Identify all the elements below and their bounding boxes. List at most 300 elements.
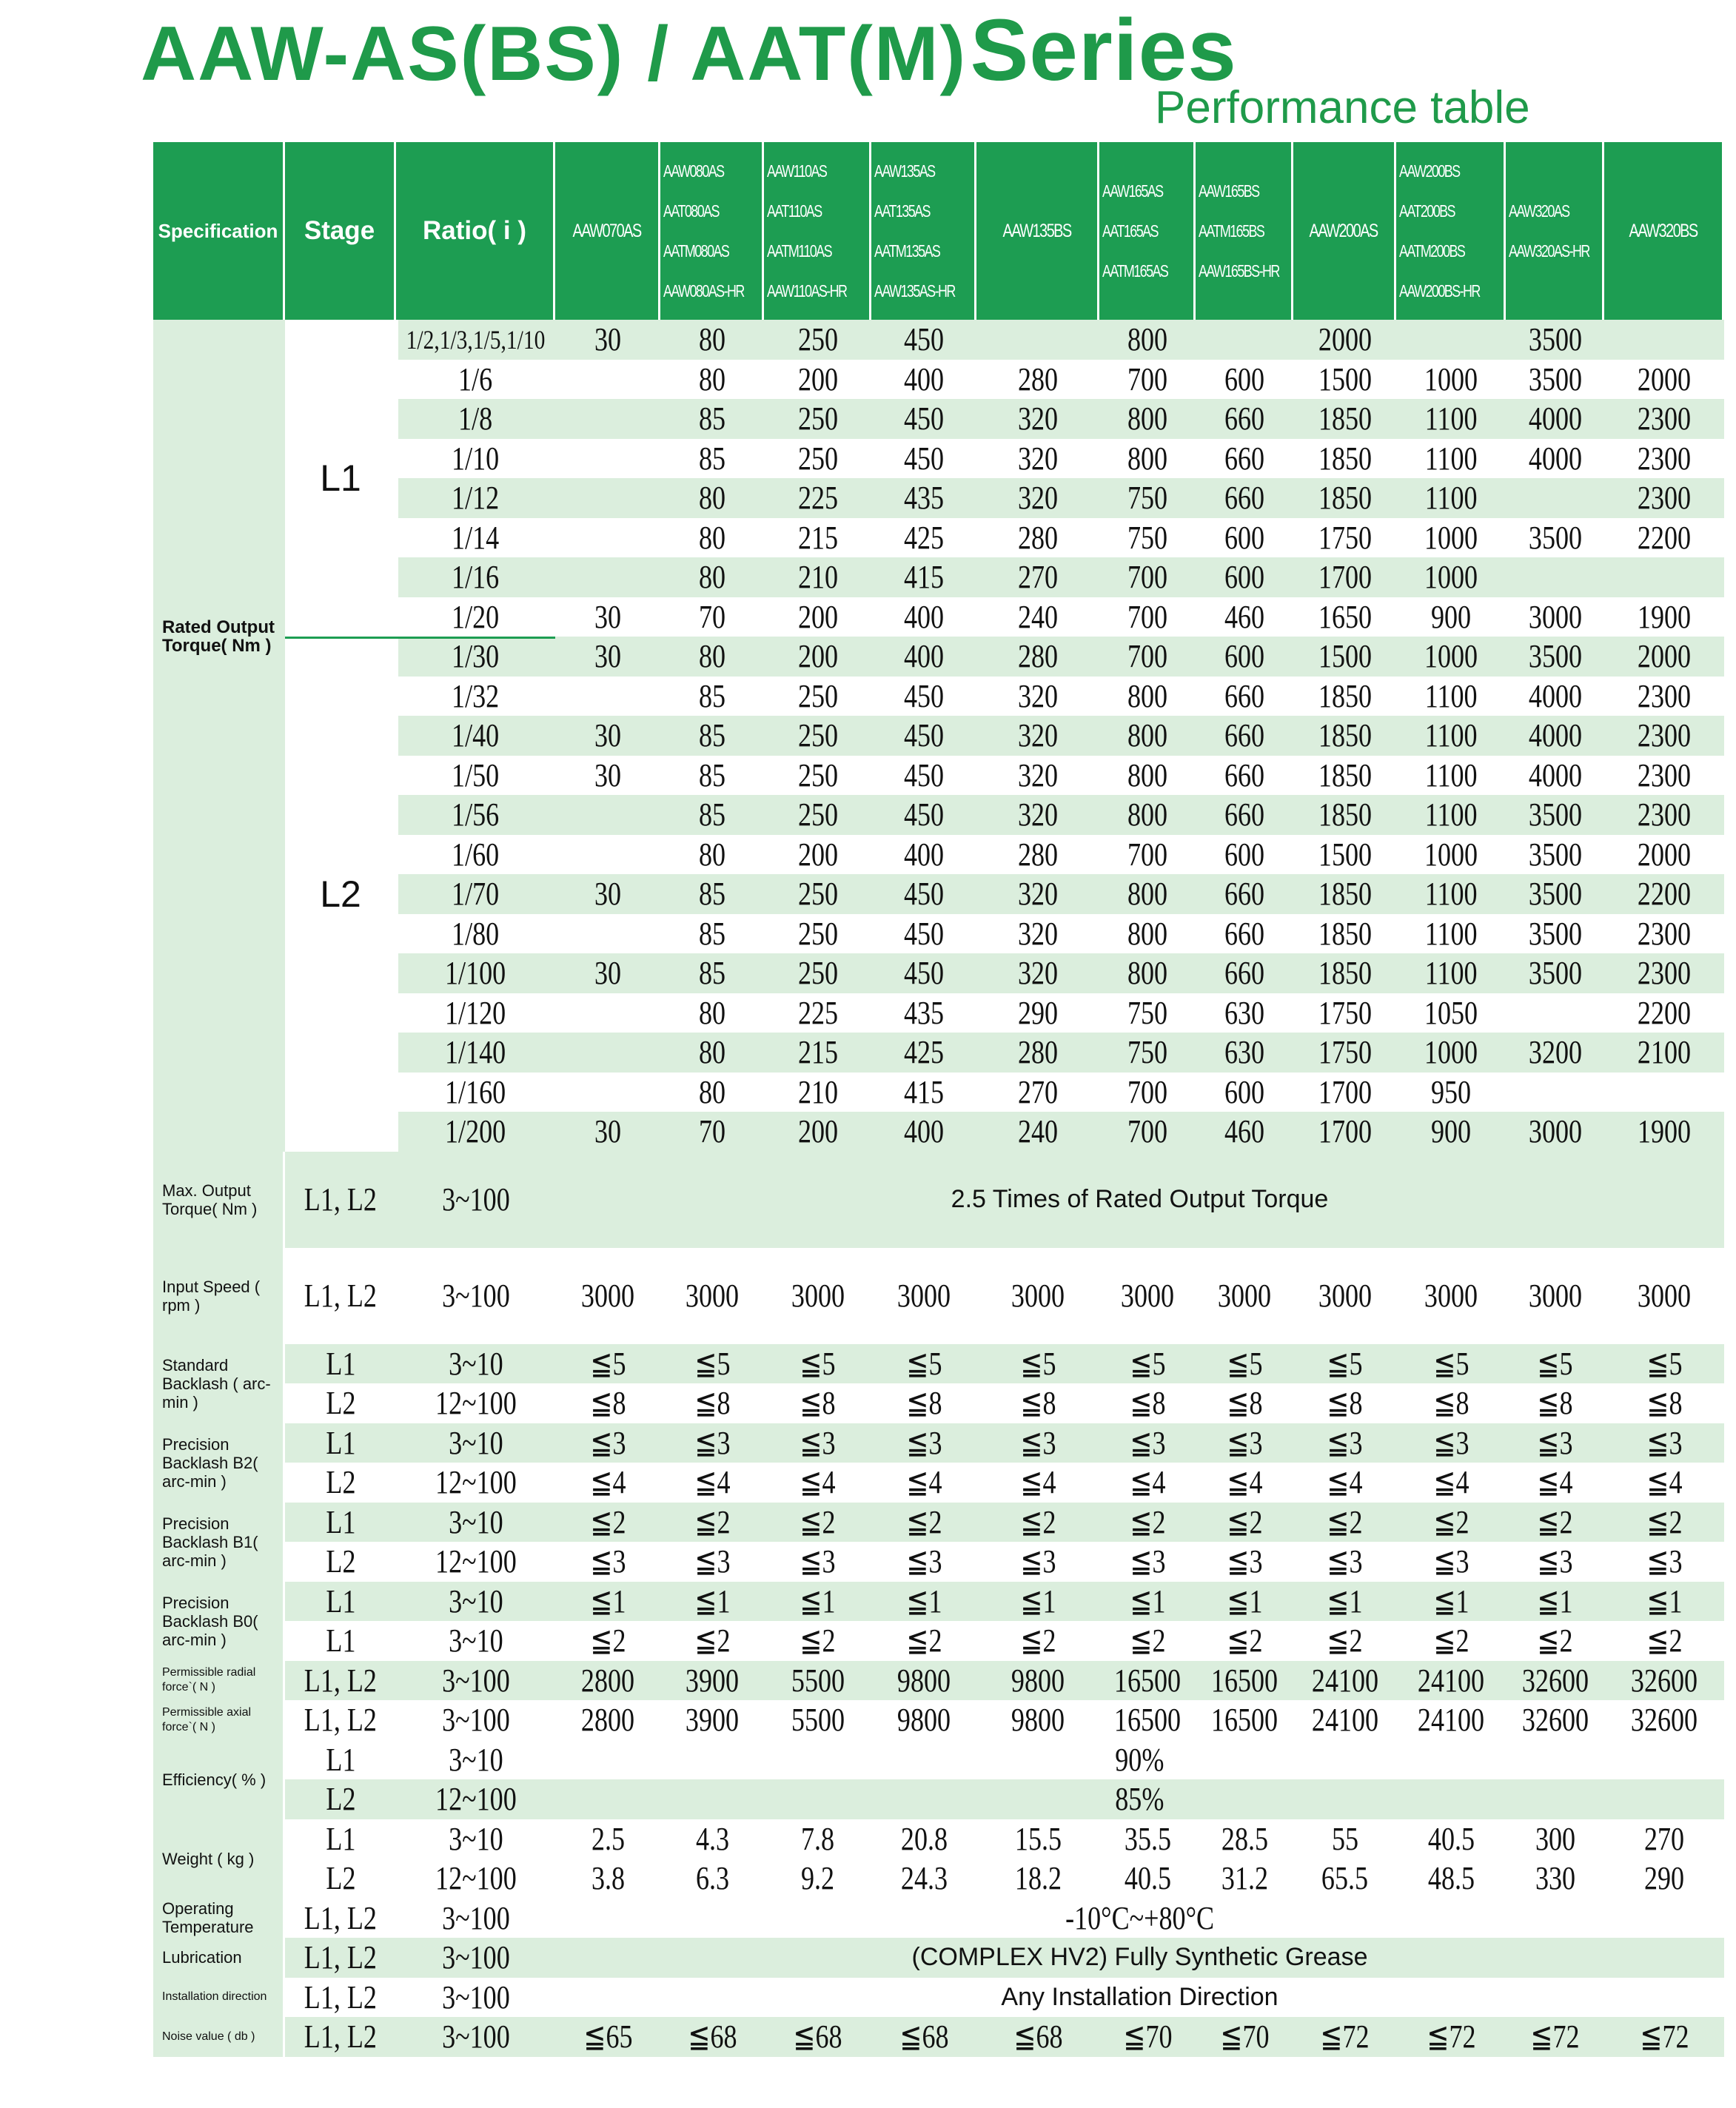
torque-cell [1396, 320, 1506, 360]
torque-cell [555, 518, 660, 558]
backlash-cell: ≦8 [1019, 1385, 1056, 1422]
ratio-cell: 12~100 [435, 1385, 517, 1422]
ratio-cell: 3~100 [441, 1899, 510, 1936]
torque-cell: 1900 [1637, 1113, 1692, 1150]
torque-cell: 400 [903, 1113, 945, 1150]
weight-cell: 15.5 [1014, 1820, 1062, 1857]
torque-cell: 2300 [1637, 915, 1692, 952]
torque-cell: 660 [1224, 677, 1265, 714]
axial-force-cell: 24100 [1417, 1702, 1485, 1739]
backlash-cell: ≦5 [905, 1345, 942, 1382]
noise-cell: ≦72 [1426, 2018, 1476, 2055]
weight-cell: 18.2 [1014, 1860, 1062, 1897]
backlash-cell: ≦4 [1537, 1464, 1573, 1501]
backlash-cell: ≦2 [589, 1622, 626, 1659]
torque-cell: 1850 [1318, 717, 1372, 754]
torque-cell: 1750 [1318, 519, 1372, 556]
torque-cell: 200 [797, 638, 838, 675]
weight-cell: 40.5 [1124, 1860, 1171, 1897]
torque-cell [1604, 557, 1724, 597]
stage-cell: L2 [325, 1464, 356, 1501]
ratio-cell: 1/60 [452, 836, 500, 873]
header-model-name: AAT080AS [663, 201, 719, 221]
efficiency-value: 85% [1115, 1781, 1164, 1818]
axial-force-cell: 5500 [791, 1702, 845, 1739]
header-model-name: AAW320AS-HR [1509, 241, 1589, 261]
ratio-cell: 1/8 [458, 400, 493, 437]
backlash-cell: ≦5 [800, 1345, 836, 1382]
torque-cell: 250 [797, 796, 838, 833]
ratio-cell: 1/200 [445, 1113, 506, 1150]
torque-cell: 1100 [1424, 876, 1478, 913]
stage-cell: L2 [325, 1860, 356, 1897]
torque-cell: 2200 [1637, 994, 1692, 1031]
torque-cell: 80 [698, 559, 726, 596]
weight-cell: 330 [1535, 1860, 1575, 1897]
torque-cell: 70 [698, 598, 726, 635]
torque-cell: 800 [1127, 915, 1168, 952]
torque-cell: 250 [797, 955, 838, 992]
torque-cell: 1100 [1424, 440, 1478, 477]
backlash-cell: ≦4 [1019, 1464, 1056, 1501]
torque-cell: 800 [1127, 717, 1168, 754]
torque-cell: 435 [903, 994, 945, 1031]
torque-cell: 700 [1127, 1113, 1168, 1150]
backlash-cell: ≦8 [1646, 1385, 1683, 1422]
backlash-cell: ≦3 [1327, 1424, 1363, 1461]
torque-cell: 250 [797, 440, 838, 477]
row-label: Precision Backlash B0( arc-min ) [153, 1582, 285, 1661]
torque-cell [1506, 478, 1604, 518]
weight-cell: 40.5 [1427, 1820, 1475, 1857]
backlash-cell: ≦5 [694, 1345, 731, 1382]
torque-cell: 1850 [1318, 915, 1372, 952]
ratio-cell: 1/10 [452, 440, 500, 477]
backlash-cell: ≦3 [589, 1543, 626, 1580]
backlash-cell: ≦3 [1226, 1543, 1263, 1580]
torque-cell: 3500 [1528, 638, 1582, 675]
radial-force-cell: 9800 [897, 1662, 951, 1699]
torque-cell: 320 [1017, 955, 1059, 992]
backlash-cell: ≦2 [1327, 1622, 1363, 1659]
torque-cell: 3000 [1528, 1113, 1582, 1150]
stage-cell: L1, L2 [304, 1181, 378, 1218]
header-stage: Stage [285, 142, 396, 320]
backlash-cell: ≦2 [694, 1503, 731, 1540]
input-speed-cell: 3000 [1318, 1278, 1372, 1314]
torque-cell: 30 [594, 638, 622, 675]
torque-cell: 3500 [1528, 321, 1582, 358]
torque-cell: 2300 [1637, 717, 1692, 754]
radial-force-cell: 2800 [580, 1662, 635, 1699]
ratio-cell: 3~10 [448, 1741, 503, 1778]
torque-cell: 1900 [1637, 598, 1692, 635]
header-model [871, 142, 976, 320]
header-model-name: AATM080AS [663, 241, 729, 261]
ratio-cell: 1/16 [452, 559, 500, 596]
torque-cell [555, 557, 660, 597]
ratio-cell: 3~10 [448, 1622, 503, 1659]
torque-cell: 1850 [1318, 876, 1372, 913]
torque-cell: 1850 [1318, 480, 1372, 517]
torque-cell: 200 [797, 360, 838, 397]
stage-cell: L1, L2 [304, 1978, 378, 2015]
torque-cell: 240 [1017, 598, 1059, 635]
backlash-cell: ≦4 [905, 1464, 942, 1501]
ratio-cell: 1/12 [452, 480, 500, 517]
torque-cell: 800 [1127, 955, 1168, 992]
torque-cell [555, 677, 660, 716]
backlash-cell: ≦2 [1537, 1503, 1573, 1540]
torque-cell: 660 [1224, 440, 1265, 477]
header-model: AAW070AS [555, 142, 660, 320]
backlash-cell: ≦5 [589, 1345, 626, 1382]
torque-cell [555, 835, 660, 875]
header-model [1099, 142, 1196, 320]
torque-cell: 250 [797, 321, 838, 358]
weight-cell: 270 [1643, 1820, 1685, 1857]
torque-cell [555, 439, 660, 479]
backlash-cell: ≦3 [800, 1543, 836, 1580]
torque-cell: 320 [1017, 915, 1059, 952]
lubrication-value: (COMPLEX HV2) Fully Synthetic Grease [911, 1943, 1368, 1972]
weight-cell: 31.2 [1221, 1860, 1268, 1897]
stage-cell: L2 [325, 1781, 356, 1818]
torque-cell: 80 [698, 519, 726, 556]
torque-cell: 700 [1127, 360, 1168, 397]
torque-cell: 1850 [1318, 400, 1372, 437]
header-model-name: AAT135AS [874, 201, 930, 221]
torque-cell: 4000 [1528, 400, 1582, 437]
torque-cell: 320 [1017, 717, 1059, 754]
noise-cell: ≦72 [1639, 2018, 1689, 2055]
backlash-cell: ≦3 [1646, 1424, 1683, 1461]
noise-cell: ≦72 [1320, 2018, 1370, 2055]
backlash-cell: ≦2 [1646, 1622, 1683, 1659]
noise-cell: ≦68 [793, 2018, 842, 2055]
backlash-cell: ≦2 [905, 1622, 942, 1659]
torque-cell: 1750 [1318, 994, 1372, 1031]
torque-cell: 3500 [1528, 955, 1582, 992]
torque-cell: 800 [1127, 321, 1168, 358]
torque-cell: 280 [1017, 638, 1059, 675]
backlash-cell: ≦8 [589, 1385, 626, 1422]
torque-cell: 660 [1224, 717, 1265, 754]
torque-cell: 80 [698, 1073, 726, 1110]
torque-cell: 630 [1224, 994, 1265, 1031]
row-label: Weight ( kg ) [153, 1819, 285, 1899]
torque-cell [555, 478, 660, 518]
torque-cell: 600 [1224, 638, 1265, 675]
ratio-cell: 12~100 [435, 1464, 517, 1501]
backlash-cell: ≦5 [1226, 1345, 1263, 1382]
torque-cell: 1700 [1318, 1073, 1372, 1110]
torque-cell: 280 [1017, 1034, 1059, 1071]
row-label: Input Speed ( rpm ) [153, 1248, 285, 1344]
header-model-name: AAT165AS [1102, 221, 1158, 241]
backlash-cell: ≦1 [1537, 1582, 1573, 1619]
torque-cell: 460 [1224, 598, 1265, 635]
row-label: Lubrication [153, 1938, 285, 1978]
torque-cell: 400 [903, 598, 945, 635]
input-speed-cell: 3000 [1528, 1278, 1582, 1314]
backlash-cell: ≦8 [1537, 1385, 1573, 1422]
torque-cell: 1850 [1318, 796, 1372, 833]
torque-cell [555, 1073, 660, 1112]
torque-cell: 30 [594, 1113, 622, 1150]
torque-cell: 80 [698, 321, 726, 358]
row-label: Max. Output Torque( Nm ) [153, 1152, 285, 1248]
backlash-cell: ≦1 [1432, 1582, 1469, 1619]
ratio-cell: 1/140 [445, 1034, 506, 1071]
torque-cell: 70 [698, 1113, 726, 1150]
torque-cell: 1050 [1424, 994, 1478, 1031]
stage-cell: L1 [325, 1820, 356, 1857]
torque-cell: 320 [1017, 677, 1059, 714]
torque-cell [555, 399, 660, 439]
input-speed-cell: 3000 [897, 1278, 951, 1314]
header-model [660, 142, 764, 320]
torque-cell: 400 [903, 638, 945, 675]
ratio-cell: 3~100 [441, 1702, 510, 1739]
title-series: Series [970, 1, 1237, 99]
backlash-cell: ≦3 [1019, 1424, 1056, 1461]
header-model-name: AAW165BS [1199, 181, 1259, 201]
ratio-cell: 3~100 [441, 1278, 510, 1314]
backlash-cell: ≦5 [1019, 1345, 1056, 1382]
torque-cell: 450 [903, 400, 945, 437]
header-model-name: AAW135AS-HR [874, 281, 955, 301]
torque-cell: 200 [797, 598, 838, 635]
backlash-cell: ≦3 [694, 1543, 731, 1580]
ratio-cell: 1/20 [452, 598, 500, 635]
torque-cell: 320 [1017, 440, 1059, 477]
backlash-cell: ≦3 [1432, 1424, 1469, 1461]
backlash-cell: ≦2 [589, 1503, 626, 1540]
stage-cell: L1, L2 [304, 1702, 378, 1739]
radial-force-cell: 9800 [1011, 1662, 1065, 1699]
torque-cell: 600 [1224, 360, 1265, 397]
header-model-name: AAW200BS-HR [1399, 281, 1480, 301]
torque-cell: 660 [1224, 796, 1265, 833]
torque-cell: 30 [594, 321, 622, 358]
torque-cell: 4000 [1528, 677, 1582, 714]
torque-cell: 320 [1017, 480, 1059, 517]
torque-cell: 3500 [1528, 836, 1582, 873]
torque-cell: 1700 [1318, 559, 1372, 596]
torque-cell: 85 [698, 796, 726, 833]
backlash-cell: ≦3 [1327, 1543, 1363, 1580]
torque-cell: 425 [903, 1034, 945, 1071]
torque-cell: 750 [1127, 994, 1168, 1031]
torque-cell: 30 [594, 876, 622, 913]
ratio-cell: 3~10 [448, 1345, 503, 1382]
stage-cell: L1, L2 [304, 1662, 378, 1699]
torque-cell: 85 [698, 717, 726, 754]
header-model-name: AATM135AS [874, 241, 940, 261]
backlash-cell: ≦3 [1537, 1424, 1573, 1461]
header-model: AAW320BS [1604, 142, 1724, 320]
torque-cell: 800 [1127, 876, 1168, 913]
weight-cell: 290 [1643, 1860, 1685, 1897]
torque-cell: 80 [698, 638, 726, 675]
header-model-name: AATM110AS [767, 241, 832, 261]
ratio-cell: 3~100 [441, 1181, 510, 1218]
torque-cell [1196, 320, 1293, 360]
backlash-cell: ≦2 [800, 1503, 836, 1540]
torque-cell [1506, 1073, 1604, 1112]
torque-cell: 3200 [1528, 1034, 1582, 1071]
torque-cell: 320 [1017, 400, 1059, 437]
noise-cell: ≦65 [583, 2018, 633, 2055]
torque-cell: 4000 [1528, 756, 1582, 793]
header-model [1196, 142, 1293, 320]
torque-cell: 320 [1017, 876, 1059, 913]
torque-cell: 280 [1017, 519, 1059, 556]
torque-cell [555, 1033, 660, 1073]
header-model: AAW135BS [976, 142, 1099, 320]
torque-cell: 85 [698, 876, 726, 913]
ratio-cell: 1/80 [452, 915, 500, 952]
backlash-cell: ≦8 [1226, 1385, 1263, 1422]
torque-cell [555, 360, 660, 400]
backlash-cell: ≦4 [1129, 1464, 1166, 1501]
torque-cell: 660 [1224, 400, 1265, 437]
torque-cell: 1000 [1424, 1034, 1478, 1071]
torque-cell: 700 [1127, 836, 1168, 873]
weight-cell: 9.2 [800, 1860, 835, 1897]
stage-l2: L2 [320, 873, 361, 915]
left-label-bg [153, 320, 287, 1152]
ratio-cell: 1/160 [445, 1073, 506, 1110]
torque-cell: 85 [698, 400, 726, 437]
noise-cell: ≦68 [1013, 2018, 1063, 2055]
torque-cell: 2100 [1637, 1034, 1692, 1071]
torque-cell: 450 [903, 876, 945, 913]
noise-cell: ≦70 [1219, 2018, 1270, 2055]
torque-cell: 2000 [1318, 321, 1372, 358]
ratio-cell: 3~10 [448, 1503, 503, 1540]
torque-cell: 1100 [1424, 915, 1478, 952]
torque-cell: 800 [1127, 400, 1168, 437]
header-model-name: AAT110AS [767, 201, 822, 221]
header-ratio: Ratio( i ) [396, 142, 555, 320]
torque-cell: 700 [1127, 638, 1168, 675]
ratio-cell: 1/70 [452, 876, 500, 913]
ratio-cell: 3~100 [441, 1939, 510, 1976]
torque-cell: 85 [698, 677, 726, 714]
backlash-cell: ≦3 [800, 1424, 836, 1461]
torque-cell: 2300 [1637, 756, 1692, 793]
noise-cell: ≦68 [687, 2018, 737, 2055]
stage-cell: L2 [325, 1543, 356, 1580]
torque-cell: 215 [797, 1034, 838, 1071]
ratio-cell: 12~100 [435, 1860, 517, 1897]
header-model [1396, 142, 1506, 320]
torque-cell: 320 [1017, 756, 1059, 793]
backlash-cell: ≦8 [1327, 1385, 1363, 1422]
torque-cell: 600 [1224, 836, 1265, 873]
torque-cell: 450 [903, 796, 945, 833]
torque-cell: 450 [903, 955, 945, 992]
ratio-cell: 1/30 [452, 638, 500, 675]
ratio-cell: 1/14 [452, 519, 500, 556]
backlash-cell: ≦3 [1129, 1543, 1166, 1580]
radial-force-cell: 5500 [791, 1662, 845, 1699]
torque-cell: 80 [698, 994, 726, 1031]
backlash-cell: ≦3 [1537, 1543, 1573, 1580]
torque-cell: 800 [1127, 677, 1168, 714]
title-main: AAW-AS(BS) / AAT(M) [141, 11, 968, 97]
backlash-cell: ≦1 [694, 1582, 731, 1619]
torque-cell [555, 914, 660, 954]
page-subtitle: Performance table [1155, 82, 1530, 133]
axial-force-cell: 24100 [1311, 1702, 1378, 1739]
torque-cell: 2300 [1637, 677, 1692, 714]
torque-cell: 2300 [1637, 796, 1692, 833]
torque-cell: 1100 [1424, 480, 1478, 517]
torque-cell: 800 [1127, 440, 1168, 477]
torque-cell: 400 [903, 360, 945, 397]
torque-cell: 600 [1224, 559, 1265, 596]
backlash-cell: ≦2 [1129, 1503, 1166, 1540]
axial-force-cell: 9800 [897, 1702, 951, 1739]
ratio-cell: 12~100 [435, 1781, 517, 1818]
torque-cell: 600 [1224, 1073, 1265, 1110]
row-label: Permissible radial force`( N ) [153, 1661, 285, 1701]
row-label: Permissible axial force`( N ) [153, 1700, 285, 1740]
ratio-cell: 1/32 [452, 677, 500, 714]
weight-cell: 20.8 [900, 1820, 948, 1857]
header-model [764, 142, 871, 320]
axial-force-cell: 32600 [1521, 1702, 1589, 1739]
backlash-cell: ≦1 [1129, 1582, 1166, 1619]
row-label: Installation direction [153, 1978, 285, 2018]
backlash-cell: ≦5 [1537, 1345, 1573, 1382]
torque-cell: 460 [1224, 1113, 1265, 1150]
backlash-cell: ≦2 [1432, 1622, 1469, 1659]
torque-cell: 700 [1127, 559, 1168, 596]
torque-cell: 450 [903, 321, 945, 358]
weight-cell: 24.3 [900, 1860, 948, 1897]
torque-cell: 210 [797, 1073, 838, 1110]
torque-cell: 270 [1017, 559, 1059, 596]
torque-cell: 250 [797, 677, 838, 714]
torque-cell: 3500 [1528, 876, 1582, 913]
torque-cell: 450 [903, 717, 945, 754]
torque-cell: 250 [797, 400, 838, 437]
row-label: Standard Backlash ( arc-min ) [153, 1344, 285, 1423]
weight-cell: 55 [1331, 1820, 1358, 1857]
torque-cell: 250 [797, 717, 838, 754]
stage-cell: L1, L2 [304, 1939, 378, 1976]
torque-cell: 200 [797, 836, 838, 873]
backlash-cell: ≦3 [1432, 1543, 1469, 1580]
torque-cell: 85 [698, 440, 726, 477]
radial-force-cell: 32600 [1630, 1662, 1698, 1699]
axial-force-cell: 9800 [1011, 1702, 1065, 1739]
torque-cell: 250 [797, 756, 838, 793]
noise-cell: ≦72 [1530, 2018, 1580, 2055]
torque-cell: 85 [698, 955, 726, 992]
header-model-name: AAW110AS [767, 161, 827, 181]
torque-cell: 1850 [1318, 955, 1372, 992]
ratio-cell: 1/40 [452, 717, 500, 754]
ratio-cell: 1/50 [452, 756, 500, 793]
backlash-cell: ≦4 [1432, 1464, 1469, 1501]
weight-cell: 7.8 [800, 1820, 835, 1857]
row-label: Precision Backlash B1( arc-min ) [153, 1503, 285, 1582]
